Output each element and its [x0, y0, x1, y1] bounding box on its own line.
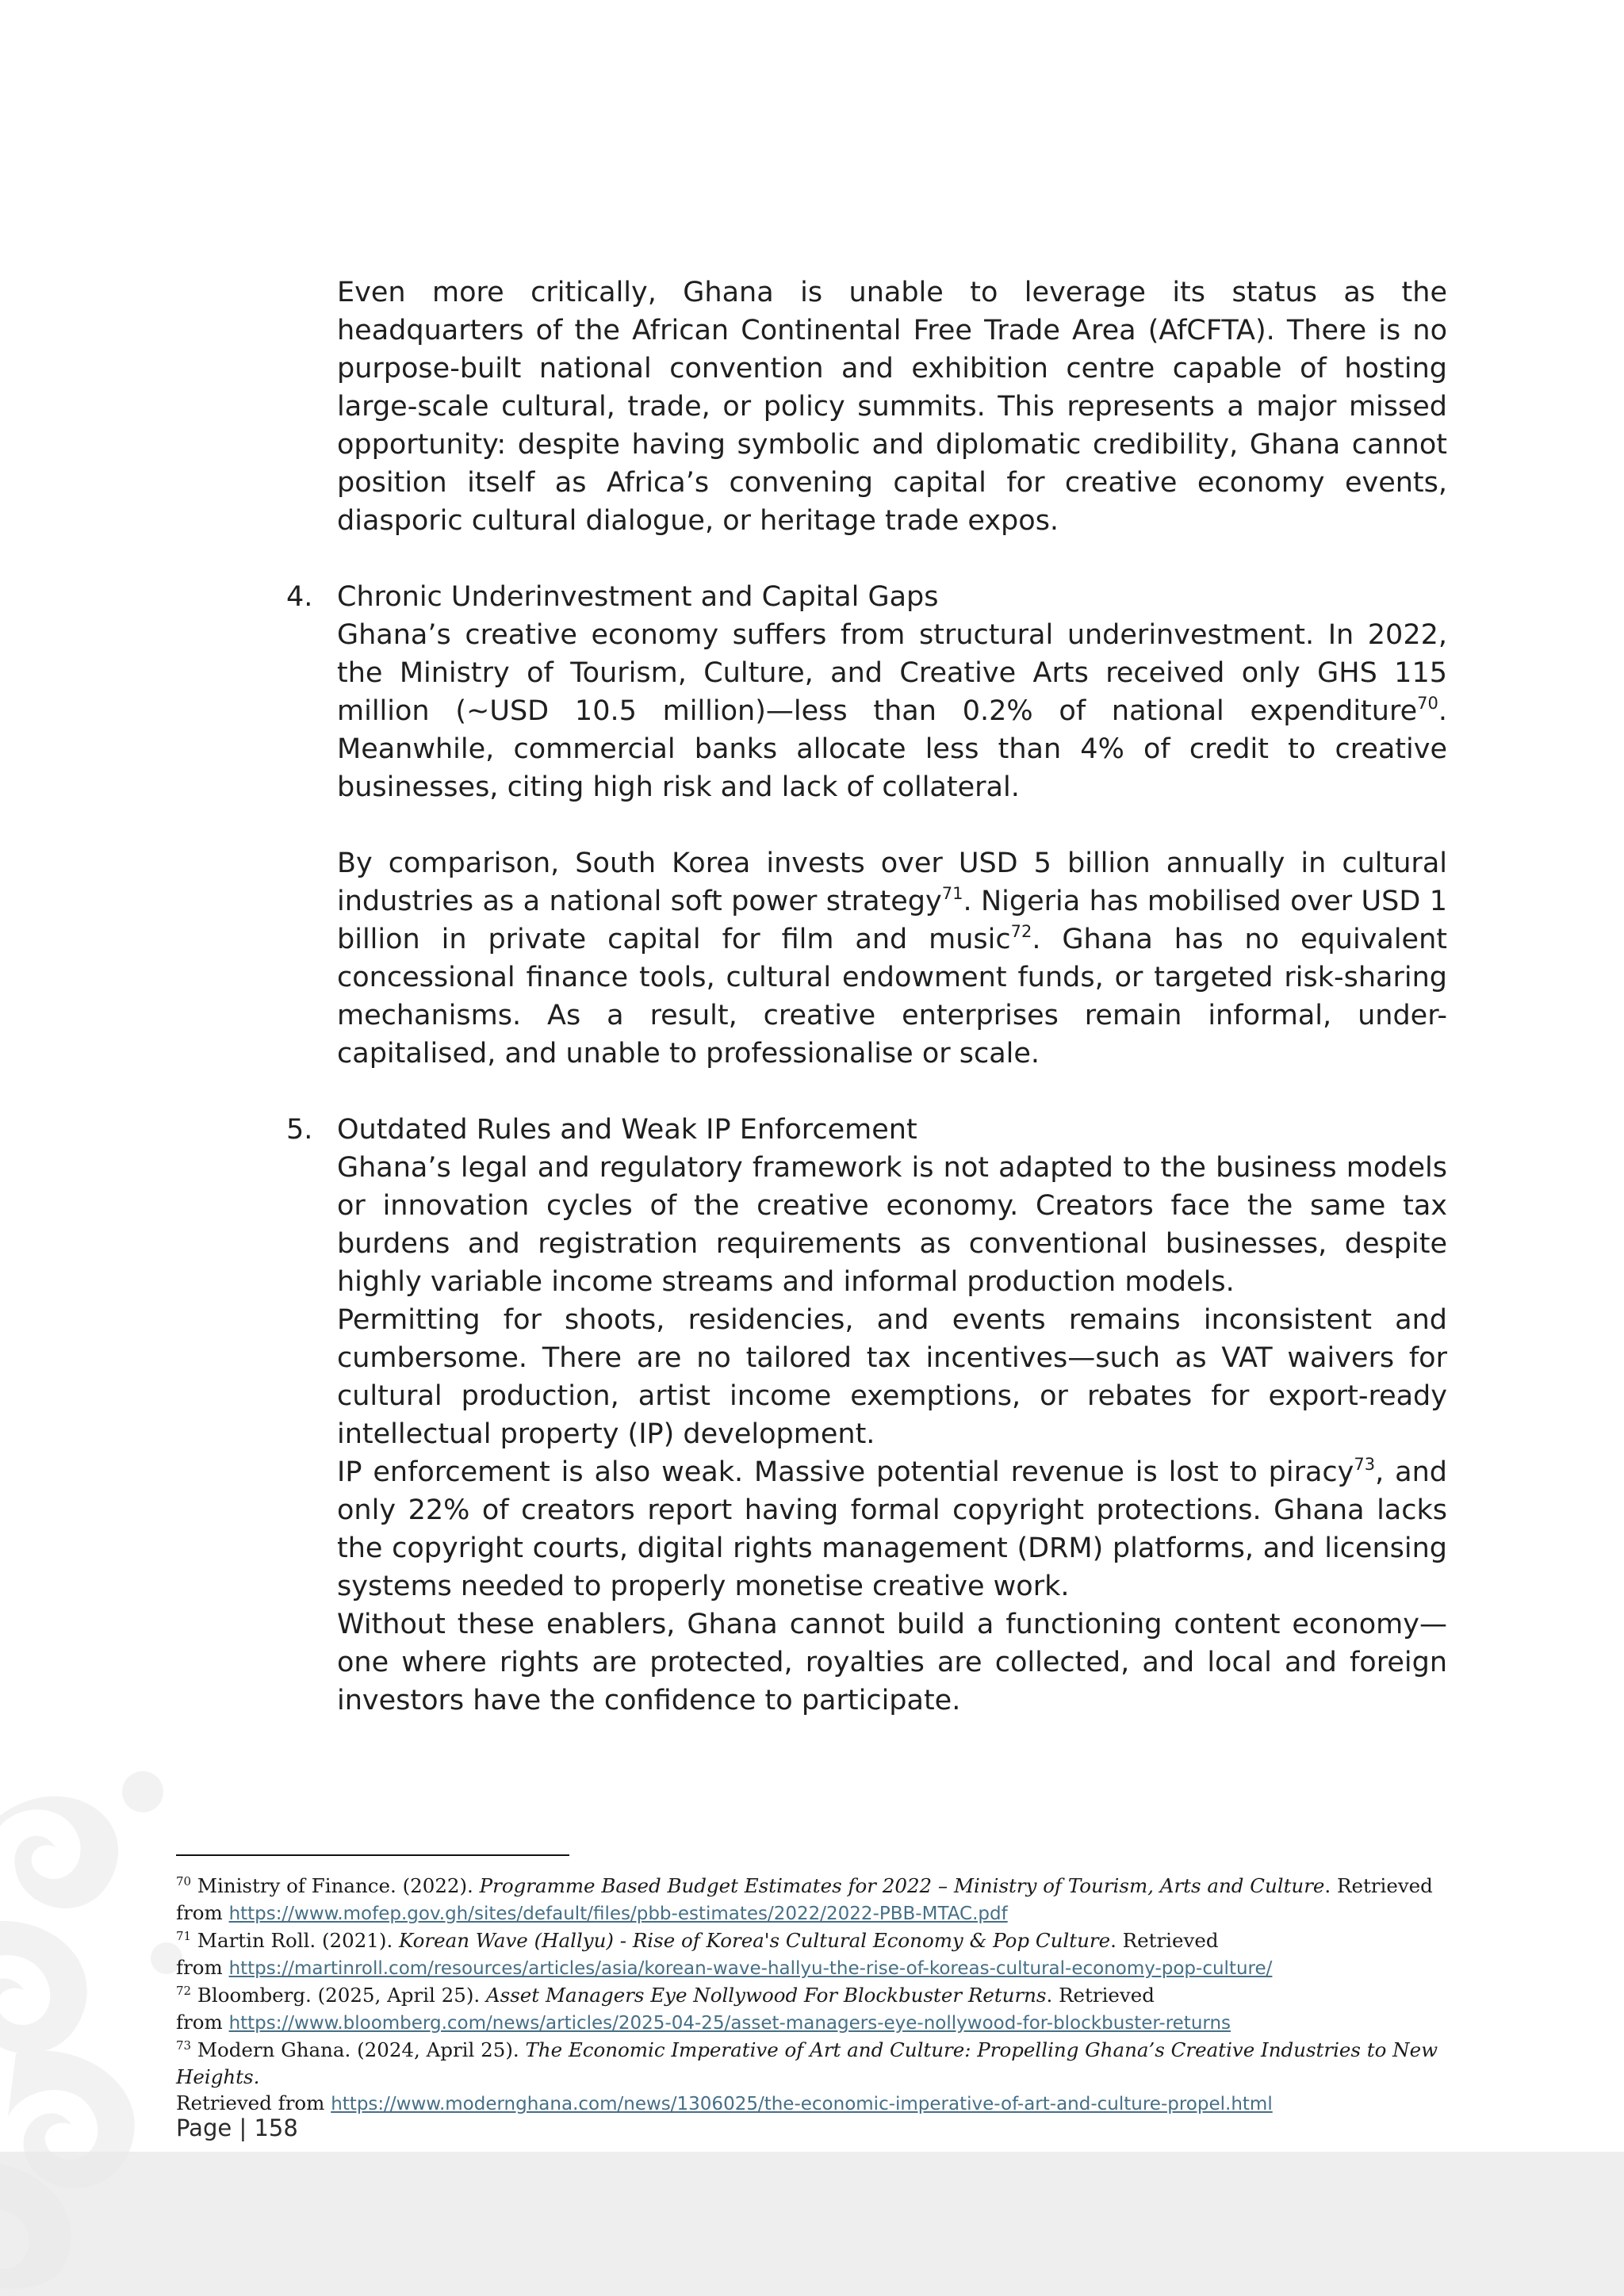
list-item-5	[286, 1111, 1447, 1720]
page-number: Page | 158	[176, 2114, 298, 2141]
footnote-71: $^{71}$ Martin Roll. (2021). Korean Wave (Hallyu) - Rise of Korea's Cultural Economy & Pop Culture. Retrieved from https://martinroll.com/resources/articles/asia/korean-wave-hallyu-the-rise-of-koreas-cultural-economy-pop-culture/	[176, 1929, 1273, 1979]
footnote-ref[interactable]: 70	[1417, 694, 1438, 713]
footnote-73: $^{73}$ Modern Ghana. (2024, April 25). The Economic Imperative of Art and Culture: Propelling Ghana’s Creative Industries to New Heights. Retrieved from https://www.modernghana.com/news/1306025/the-economic-imperative-of-art-and-culture-propel.html	[176, 2038, 1438, 2114]
footnote-ref[interactable]: 73	[1354, 1455, 1376, 1474]
item5-paragraph-4: Without these enablers, Ghana cannot build a functioning content economy—one where rights are protected, royalties are collected, and local and foreign investors have the confidence to participate.	[337, 1609, 1447, 1716]
footnote-link[interactable]: https://martinroll.com/resources/articles/asia/korean-wave-hallyu-the-rise-of-koreas-cultural-economy-pop-culture/	[228, 1957, 1273, 1979]
footnotes	[176, 1873, 1508, 2118]
item5-paragraph-1: Ghana’s legal and regulatory framework is not adapted to the business models or innovation cycles of the creative economy. Creators face the same tax burdens and registration requirements as conventional businesses, despite highly variable income streams and informal production models.	[337, 1152, 1447, 1298]
list-item-number: 4.	[286, 581, 313, 613]
footnote-divider	[176, 1854, 569, 1856]
section-heading: Outdated Rules and Weak IP Enforcement	[337, 1114, 917, 1146]
footnote-ref[interactable]: 72	[1010, 922, 1032, 941]
page-content	[286, 274, 1447, 1720]
item4-paragraph-1: Ghana’s creative economy suffers from structural underinvestment. In 2022, the Ministry of Tourism, Culture, and Creative Arts received only GHS 115 million (~USD 10.5 million)—less than 0.2% of national expenditure$^{70}$. Meanwhile, commercial banks allocate less than 4% of credit to creative businesses, citing high risk and lack of collateral.	[337, 619, 1447, 803]
footnote-link[interactable]: https://www.mofep.gov.gh/sites/default/files/pbb-estimates/2022/2022-PBB-MTAC.pdf	[228, 1903, 1008, 1924]
list-item-number: 5.	[286, 1114, 313, 1146]
intro-paragraph: Even more critically, Ghana is unable to leverage its status as the headquarters of the African Continental Free Trade Area (AfCFTA). There is no purpose-built national convention and exhibition centre capable of hosting large-scale cultural, trade, or policy summits. This represents a major missed opportunity: despite having symbolic and diplomatic credibility, Ghana cannot position itself as Africa’s convening capital for creative economy events, diasporic cultural dialogue, or heritage trade expos.	[337, 277, 1447, 537]
footnote-70: $^{70}$ Ministry of Finance. (2022). Programme Based Budget Estimates for 2022 – Ministry of Tourism, Arts and Culture. Retrieved from https://www.mofep.gov.gh/sites/default/files/pbb-estimates/2022/2022-PBB-MTAC.pdf	[176, 1874, 1433, 1924]
page-bottom-band	[0, 2152, 1624, 2296]
item5-paragraph-3: IP enforcement is also weak. Massive potential revenue is lost to piracy$^{73}$, and only 22% of creators report having formal copyright protections. Ghana lacks the copyright courts, digital rights management (DRM) platforms, and licensing systems needed to properly monetise creative work.	[337, 1455, 1447, 1602]
footnote-72: $^{72}$ Bloomberg. (2025, April 25). Asset Managers Eye Nollywood For Blockbuster Returns. Retrieved from https://www.bloomberg.com/news/articles/2025-04-25/asset-managers-eye-nollywood-for-blockbuster-returns	[176, 1984, 1231, 2034]
item5-paragraph-2: Permitting for shoots, residencies, and events remains inconsistent and cumbersome. There are no tailored tax incentives—such as VAT waivers for cultural production, artist income exemptions, or rebates for export-ready intellectual property (IP) development.	[337, 1304, 1447, 1450]
list-item-4	[286, 578, 1447, 1073]
section-heading: Chronic Underinvestment and Capital Gaps	[337, 581, 939, 613]
footnote-link[interactable]: https://www.bloomberg.com/news/articles/2025-04-25/asset-managers-eye-nollywood-for-blockbuster-returns	[228, 2012, 1231, 2034]
item4-paragraph-2: By comparison, South Korea invests over USD 5 billion annually in cultural industries as a national soft power strategy$^{71}$. Nigeria has mobilised over USD 1 billion in private capital for film and music$^{72}$. Ghana has no equivalent concessional finance tools, cultural endowment funds, or targeted risk-sharing mechanisms. As a result, creative enterprises remain informal, under-capitalised, and unable to professionalise or scale.	[337, 848, 1447, 1070]
footnote-link[interactable]: https://www.modernghana.com/news/1306025/the-economic-imperative-of-art-and-culture-propel.html	[331, 2094, 1273, 2114]
footnote-ref[interactable]: 71	[941, 884, 963, 903]
